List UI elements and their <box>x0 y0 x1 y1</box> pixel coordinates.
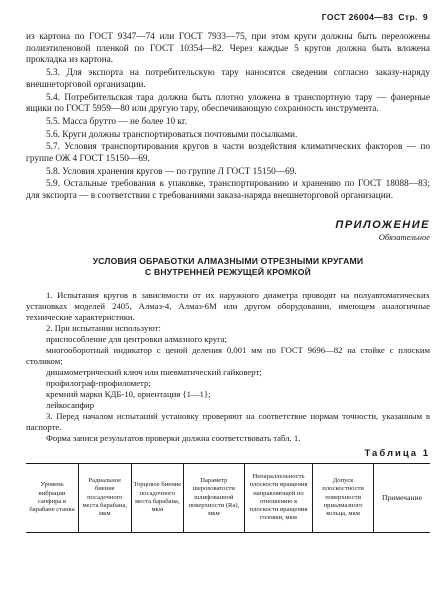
appendix-title: ПРИЛОЖЕНИЕ <box>335 218 430 231</box>
page-label: Стр. <box>398 12 418 22</box>
appendix-text <box>26 290 430 444</box>
heading-line-1: УСЛОВИЯ ОБРАБОТКИ АЛМАЗНЫМИ ОТРЕЗНЫМИ КРУГАМИ <box>92 255 364 266</box>
table-header-row <box>26 463 430 532</box>
paragraph-5-5: 5.5. Масса брутто — не более 10 кг. <box>46 116 188 127</box>
equipment-item: приспособление для центровки алмазного круга; <box>46 333 227 344</box>
column-header: Допуск плоскостности поверхности приалмазного кольца, мкм <box>313 463 374 532</box>
column-header: Параметр шероховатости шлифованной поверхности (Ra), мкм <box>184 463 245 532</box>
appendix-subtitle: Обязательное <box>378 231 430 242</box>
equipment-item: кремний марки КДБ-10, ориентация {1—1}; <box>46 388 211 399</box>
paragraph-5-8: 5.8. Условия хранения кругов — по группе Л ГОСТ 15150—69. <box>46 166 297 177</box>
paragraph-5-6: 5.6. Круги должны транспортироваться почтовыми посылками. <box>46 129 298 140</box>
equipment-item: лейкосапфир <box>46 399 95 410</box>
appendix-paragraph-3: 3. Перед началом испытаний установку проверяют на соответствие нормам точности, указанным в паспорте. <box>26 410 430 432</box>
paragraph-5-7: 5.7. Условия транспортирования кругов в части воздействия климатических факторов — по группе ОЖ 4 ГОСТ 15150—69. <box>26 142 430 165</box>
results-table <box>26 463 430 533</box>
section-5-text <box>26 32 430 203</box>
equipment-item: динамометрический ключ или пневматический гайковерт; <box>46 366 262 377</box>
column-header: Уровень вибрации сапфира в барабане станка <box>26 463 79 532</box>
heading-line-2: С ВНУТРЕННЕЙ РЕЖУЩЕЙ КРОМКОЙ <box>144 266 312 277</box>
column-header: Непараллельность плоскости вращения направляющей по отношению к плоскости вращения головки, мкм <box>244 463 313 532</box>
paragraph-5-4: 5.4. Потребительская тара должна быть плотно уложена в транспортную тару — фанерные ящики по ГОСТ 5959—80 или другую тару, обеспечивающую сохранность инструмента. <box>26 92 430 115</box>
paragraph-5-9: 5.9. Остальные требования к упаковке, транспортированию и хранению по ГОСТ 18088—83; для экспорта — в соответствии с требованиями заказа-наряда внешнеторговой организации. <box>26 179 430 202</box>
equipment-item: профилограф-профилометр; <box>46 377 151 388</box>
appendix-heading <box>26 256 430 278</box>
appendix-paragraph-1: 1. Испытания кругов в зависимости от их наружного диаметра проводят на полуавтоматических установках моделей 2405, Алмаз-4, Алмаз-6М или другом оборудовании, имеющем аналогичные технические характеристики. <box>26 289 430 322</box>
equipment-item: многооборотный индикатор с ценой деления 0,001 мм по ГОСТ 9696—82 на стойке с плоским столиком; <box>26 344 430 366</box>
running-header <box>317 12 428 22</box>
paragraph-continuation: из картона по ГОСТ 9347—74 или ГОСТ 7933—75, при этом круги должны быть переложены полиэтиленовой пленкой по ГОСТ 10354—82. Через каждые 5 кругов должна быть вложена прокладка из картона. <box>26 32 430 66</box>
column-header: Радиальное биение посадочного места барабана, мкм <box>79 463 132 532</box>
standard-number: ГОСТ 26004—83 <box>321 12 394 22</box>
appendix-paragraph-4: Форма записи результатов проверки должна соответствовать табл. 1. <box>46 432 301 443</box>
column-header: Торцовое биение посадочного места барабана, мкм <box>131 463 184 532</box>
page-number: 9 <box>422 12 428 22</box>
paragraph-5-3: 5.3. Для экспорта на потребительскую тару наносятся сведения согласно заказу-наряду внешнеторговой организации. <box>26 68 430 90</box>
column-header: Примечание <box>373 463 430 532</box>
table-label: Таблица 1 <box>364 447 430 459</box>
appendix-paragraph-2: 2. При испытании используют: <box>46 322 161 333</box>
